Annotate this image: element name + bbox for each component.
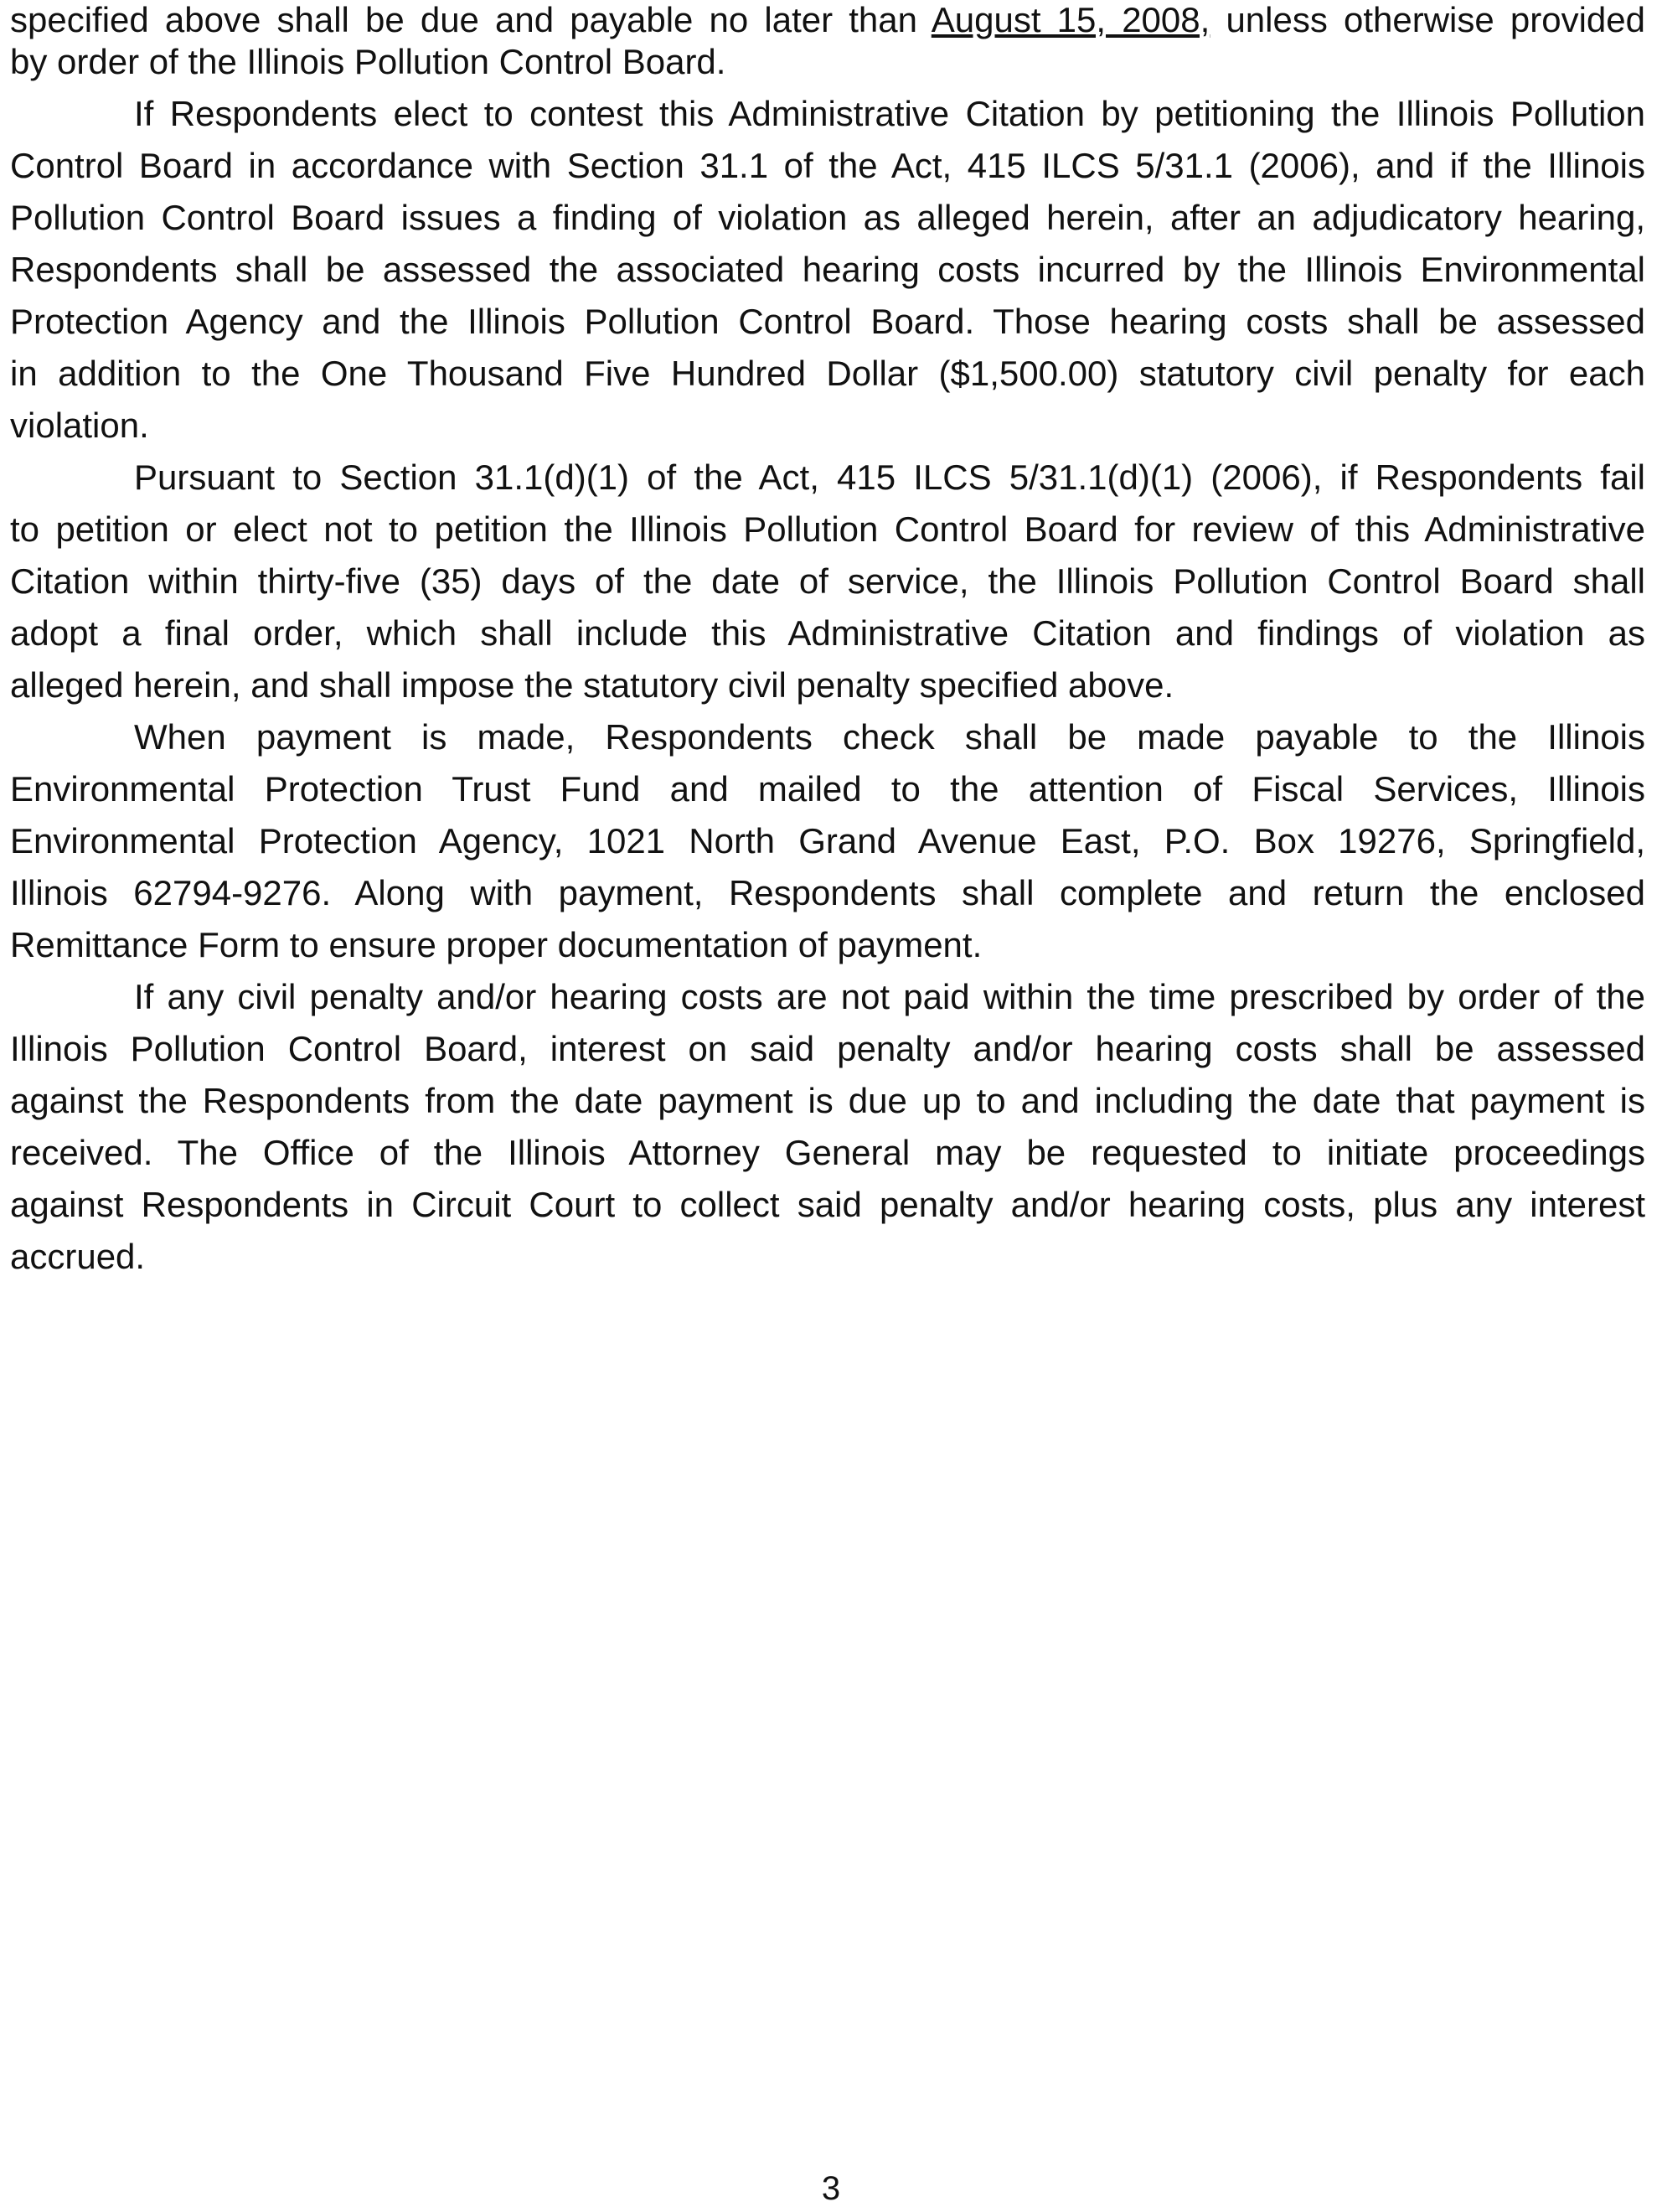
paragraph-4-line-4: Illinois 62794-9276. Along with payment, Respondents shall complete and return the enclosed (10, 873, 1645, 912)
paragraph-2-line-2: Control Board in accordance with Section 31.1 of the Act, 415 ILCS 5/31.1 (2006), and if the Illinois (10, 146, 1645, 185)
paragraph-3-line-3: Citation within thirty-five (35) days of the date of service, the Illinois Pollution Control Board shall (10, 561, 1645, 601)
paragraph-3-line-4: adopt a final order, which shall include this Administrative Citation and findings of violation as (10, 613, 1645, 653)
paragraph-4-line-1: When payment is made, Respondents check shall be made payable to the Illinois (134, 717, 1645, 757)
paragraph-5-line-4: received. The Office of the Illinois Attorney General may be requested to initiate proceedings (10, 1133, 1645, 1172)
paragraph-5-line-6: accrued. (10, 1237, 146, 1276)
paragraph-2-line-5: Protection Agency and the Illinois Pollution Control Board. Those hearing costs shall be assessed (10, 302, 1645, 341)
paragraph-4-line-2: Environmental Protection Trust Fund and mailed to the attention of Fiscal Services, Illinois (10, 769, 1645, 809)
paragraph-2-line-3: Pollution Control Board issues a finding of violation as alleged herein, after an adjudicatory hearing, (10, 198, 1645, 237)
paragraph-2-line-7: violation. (10, 406, 149, 445)
paragraph-5-line-2: Illinois Pollution Control Board, interest on said penalty and/or hearing costs shall be assessed (10, 1029, 1645, 1068)
paragraph-1-line-1 (10, 0, 1645, 40)
page-number: 3 (821, 2170, 841, 2207)
text-segment: unless otherwise provided (1210, 0, 1645, 39)
paragraph-2-line-6: in addition to the One Thousand Five Hundred Dollar ($1,500.00) statutory civil penalty for each (10, 354, 1645, 393)
paragraph-2-line-1: If Respondents elect to contest this Administrative Citation by petitioning the Illinois Pollution (134, 94, 1645, 133)
paragraph-2-line-4: Respondents shall be assessed the associated hearing costs incurred by the Illinois Environmental (10, 250, 1645, 289)
paragraph-5-line-5: against Respondents in Circuit Court to collect said penalty and/or hearing costs, plus any interest (10, 1185, 1645, 1224)
text-segment: specified above shall be due and payable no later than (10, 0, 932, 39)
paragraph-4-line-5: Remittance Form to ensure proper documentation of payment. (10, 925, 983, 964)
paragraph-3-line-2: to petition or elect not to petition the Illinois Pollution Control Board for review of this Administrative (10, 509, 1645, 549)
paragraph-5-line-1: If any civil penalty and/or hearing costs are not paid within the time prescribed by order of the (134, 977, 1645, 1016)
paragraph-3-line-5: alleged herein, and shall impose the statutory civil penalty specified above. (10, 665, 1174, 705)
paragraph-5-line-3: against the Respondents from the date payment is due up to and including the date that payment is (10, 1081, 1645, 1120)
paragraph-1-line-2: by order of the Illinois Pollution Control Board. (10, 42, 726, 81)
due-date: August 15, 2008, (931, 0, 1210, 39)
paragraph-3-line-1: Pursuant to Section 31.1(d)(1) of the Act, 415 ILCS 5/31.1(d)(1) (2006), if Respondents fail (134, 457, 1645, 497)
paragraph-4-line-3: Environmental Protection Agency, 1021 North Grand Avenue East, P.O. Box 19276, Springfield, (10, 821, 1645, 861)
